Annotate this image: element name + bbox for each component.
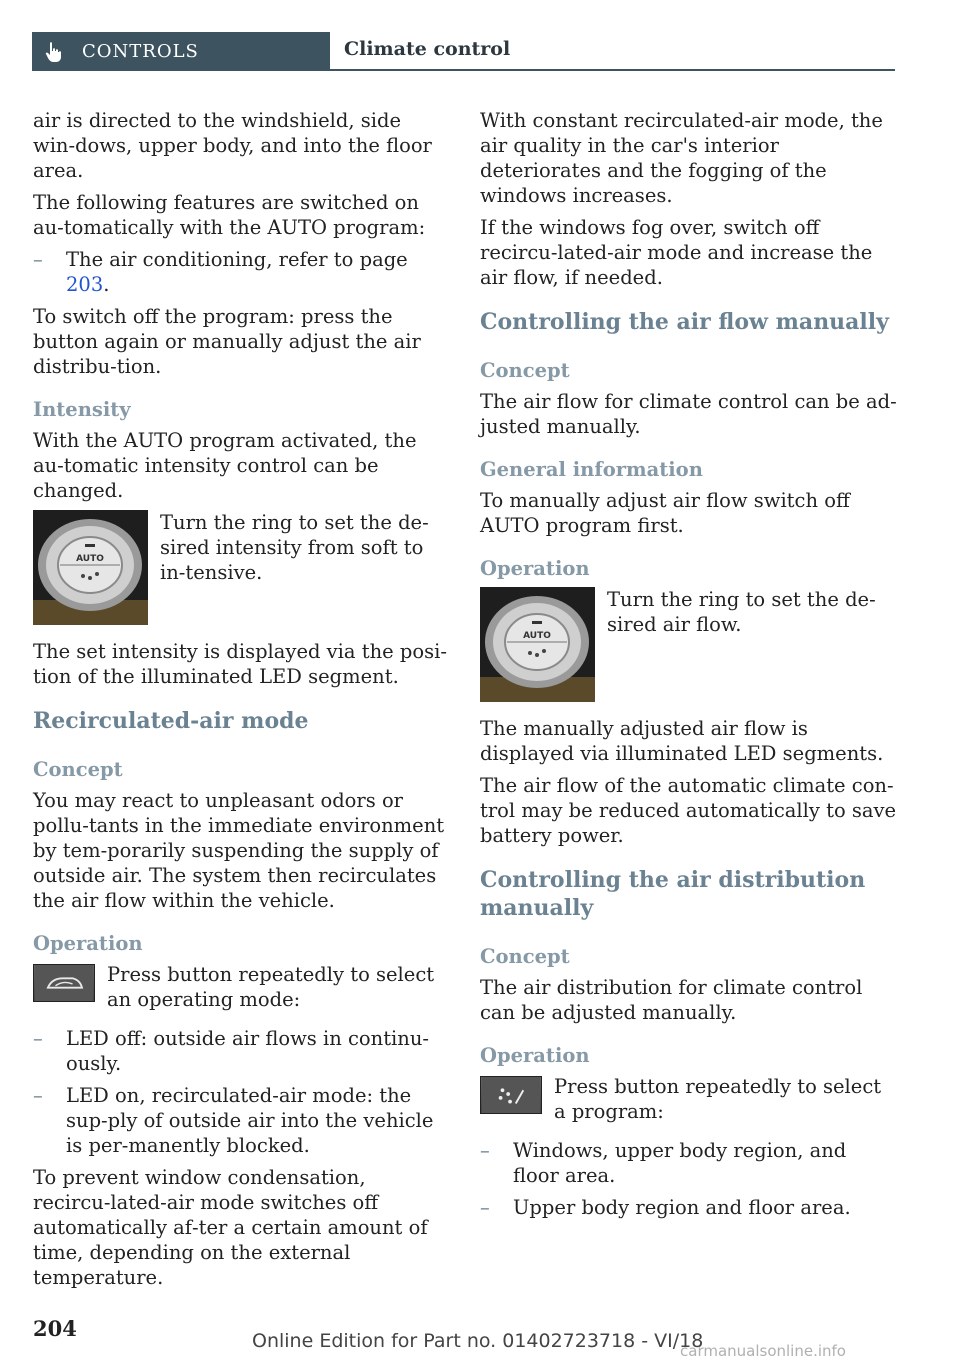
figure-recirculation-button — [33, 962, 448, 1012]
figure-caption: Press button repeatedly to select an operating mode: — [107, 963, 435, 1011]
climate-knob-image — [33, 510, 148, 625]
dash-bullet: – — [480, 1196, 490, 1219]
figure-caption: Turn the ring to set the de‐sired intensity from soft to in‐tensive. — [160, 511, 429, 584]
dash-bullet: – — [33, 1084, 43, 1107]
paragraph: To switch off the program: press the button again or manually adjust the air distribu‐tion. — [33, 305, 421, 378]
subheading-operation: Operation — [33, 932, 143, 955]
paragraph: air is directed to the windshield, side win‐dows, upper body, and into the floor area. — [33, 109, 432, 182]
figure-caption: Turn the ring to set the de‐sired air flow. — [607, 588, 876, 636]
subheading-concept: Concept — [480, 359, 570, 382]
heading-air-flow: Controlling the air flow manually — [480, 309, 889, 335]
subheading-concept: Concept — [33, 758, 123, 781]
figure-distribution-button — [480, 1074, 898, 1124]
list-item: – LED on, recirculated-air mode: the sup‐ply of outside air into the vehicle is per‐manently blocked. — [33, 1084, 434, 1157]
right-column — [480, 108, 898, 1227]
left-column — [33, 108, 448, 1297]
header-rule — [330, 69, 895, 71]
bullet-list — [33, 247, 448, 297]
subheading-general-information: General information — [480, 458, 703, 481]
paragraph: The air flow for climate control can be ad‐justed manually. — [480, 390, 897, 438]
paragraph: You may react to unpleasant odors or pollu‐tants in the immediate environment by tem‐porarily suspending the supply of outside air. The system then recirculates the air flow within the vehicle. — [33, 789, 445, 912]
dash-bullet: – — [33, 1027, 43, 1050]
paragraph: The air distribution for climate control can be adjusted manually. — [480, 976, 863, 1024]
paragraph: The following features are switched on au‐tomatically with the AUTO program: — [33, 191, 426, 239]
subheading-operation: Operation — [480, 1044, 590, 1067]
subheading-concept: Concept — [480, 945, 570, 968]
list-item: – Windows, upper body region, and floor area. — [480, 1139, 847, 1187]
page-link[interactable]: 203 — [66, 273, 104, 296]
air-distribution-button-image — [480, 1076, 542, 1114]
subheading-intensity: Intensity — [33, 398, 131, 421]
paragraph: To prevent window condensation, recircu‐lated-air mode switches off automatically af‐ter a certain amount of time, depending on the external temperature. — [33, 1166, 428, 1289]
section-label: CONTROLS — [82, 41, 199, 62]
pointing-hand-icon — [44, 41, 62, 63]
knob-auto-label: AUTO — [76, 554, 104, 564]
list-item: – LED off: outside air flows in continu‐ously. — [33, 1027, 429, 1075]
knob-auto-label: AUTO — [523, 631, 551, 641]
paragraph: The manually adjusted air flow is displayed via illuminated LED segments. — [480, 717, 884, 765]
dash-bullet: – — [480, 1139, 490, 1162]
page-number: 204 — [33, 1316, 77, 1341]
footer-edition: Online Edition for Part no. 01402723718 - VI/18 — [252, 1330, 704, 1352]
chapter-title: Climate control — [344, 38, 511, 60]
paragraph: With constant recirculated-air mode, the air quality in the car's interior deteriorates and the fogging of the windows increases. — [480, 109, 883, 207]
bullet-list — [33, 1026, 448, 1158]
heading-recirculated-air: Recirculated-air mode — [33, 708, 309, 734]
list-item: – The air conditioning, refer to page 203. — [33, 248, 408, 296]
paragraph: If the windows fog over, switch off recircu‐lated-air mode and increase the air flow, if needed. — [480, 216, 873, 289]
paragraph: The set intensity is displayed via the posi‐tion of the illuminated LED segment. — [33, 640, 447, 688]
paragraph: With the AUTO program activated, the au‐tomatic intensity control can be changed. — [33, 429, 417, 502]
heading-air-distribution: Controlling the air distribution manually — [480, 867, 866, 921]
figure-intensity — [33, 510, 448, 625]
paragraph: To manually adjust air flow switch off AUTO program first. — [480, 489, 850, 537]
section-tab — [32, 32, 330, 71]
figure-air-flow — [480, 587, 898, 702]
subheading-operation: Operation — [480, 557, 590, 580]
watermark: carmanualsonline.info — [680, 1342, 846, 1360]
paragraph: The air flow of the automatic climate con‐trol may be reduced automatically to save battery power. — [480, 774, 897, 847]
list-item: – Upper body region and floor area. — [480, 1196, 851, 1219]
figure-caption: Press button repeatedly to select a program: — [554, 1075, 882, 1123]
bullet-list — [480, 1138, 898, 1220]
dash-bullet: – — [33, 248, 43, 271]
recirculation-button-image — [33, 964, 95, 1002]
climate-knob-image — [480, 587, 595, 702]
